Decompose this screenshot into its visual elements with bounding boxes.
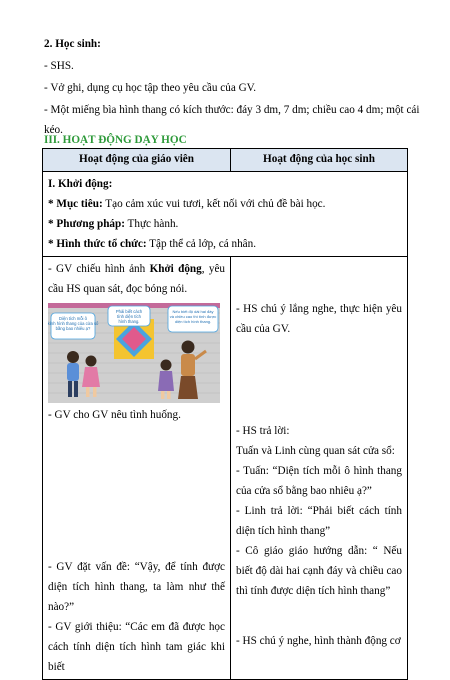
warmup-format: * Hình thức tổ chức: Tập thể cả lớp, cá nhân. [48,238,257,250]
warmup-method: * Phương pháp: Thực hành. [48,218,179,230]
warmup-cell [43,172,408,257]
teacher-p1: - GV chiếu hình ảnh Khởi động, yêu cầu HS quan sát, đọc bóng nói. [48,263,226,295]
student-p1: - HS chú ý lắng nghe, thực hiện yêu cầu của GV. [236,303,402,335]
svg-text:Nếu biết độ dài hai đáyvà chiề: Nếu biết độ dài hai đáy và chiều cao thì tính được diện tích hình thang. [169,309,217,324]
section-3-heading: III. HOẠT ĐỘNG DẠY HỌC [44,134,187,146]
section-2-heading: 2. Học sinh: [44,38,101,50]
bubble-left [48,313,99,339]
header-student: Hoạt động của học sinh [231,149,408,172]
section-2-item-3: - Một miếng bìa hình thang có kích thước: đáy 3 dm, 7 dm; chiều cao 4 dm; một cái [44,104,420,116]
student-p4: - Tuấn: “Diện tích mỗi ô hình thang của cửa sổ bằng bao nhiêu ạ?” [236,465,402,497]
student-p5: - Linh trả lời: “Phải biết cách tính diện tích hình thang” [236,505,402,537]
student-p2: - HS trả lời: [236,425,290,437]
section-2-item-1: - SHS. [44,60,74,72]
svg-text:Diện tích mỗi ôkính hình thang: Diện tích mỗi ô kính hình thang của cửa sổ bằng bao nhiêu ạ? [48,316,99,331]
warmup-objective: * Mục tiêu: Tạo cảm xúc vui tươi, kết nối với chủ đề bài học. [48,198,326,210]
teacher-activity-cell [43,257,231,680]
student-activity-cell [231,257,408,680]
teacher-p3: - GV đặt vấn đề: “Vậy, để tính được diện tích hình thang, ta làm như thế nào?” [48,561,225,613]
student-p6: - Cô giáo giáo hướng dẫn: “ Nếu biết độ dài hai cạnh đáy và chiều cao thì tính được diện tích hình thang” [236,545,402,597]
activity-table [42,148,408,680]
teacher-p2: - GV cho GV nêu tình huống. [48,409,181,421]
header-teacher: Hoạt động của giáo viên [43,149,231,172]
section-2-item-4: kéo. [44,124,63,136]
section-2-item-2: - Vở ghi, dụng cụ học tập theo yêu cầu của GV. [44,82,257,94]
warmup-title: I. Khởi động: [48,178,113,190]
bubble-mid [108,306,150,326]
bubble-right [168,306,218,332]
warmup-illustration [48,303,220,403]
svg-text:Phải biết cáchtính diện tíchhì: Phải biết cách tính diện tích hình thang. [115,309,143,324]
student-p3: Tuấn và Linh cùng quan sát cửa sổ: [236,445,395,457]
teacher-p4: - GV giới thiệu: “Các em đã được học cách tính diện tích hình tam giác khi biết [48,621,225,673]
student-p7: - HS chú ý nghe, hình thành động cơ [236,635,401,647]
